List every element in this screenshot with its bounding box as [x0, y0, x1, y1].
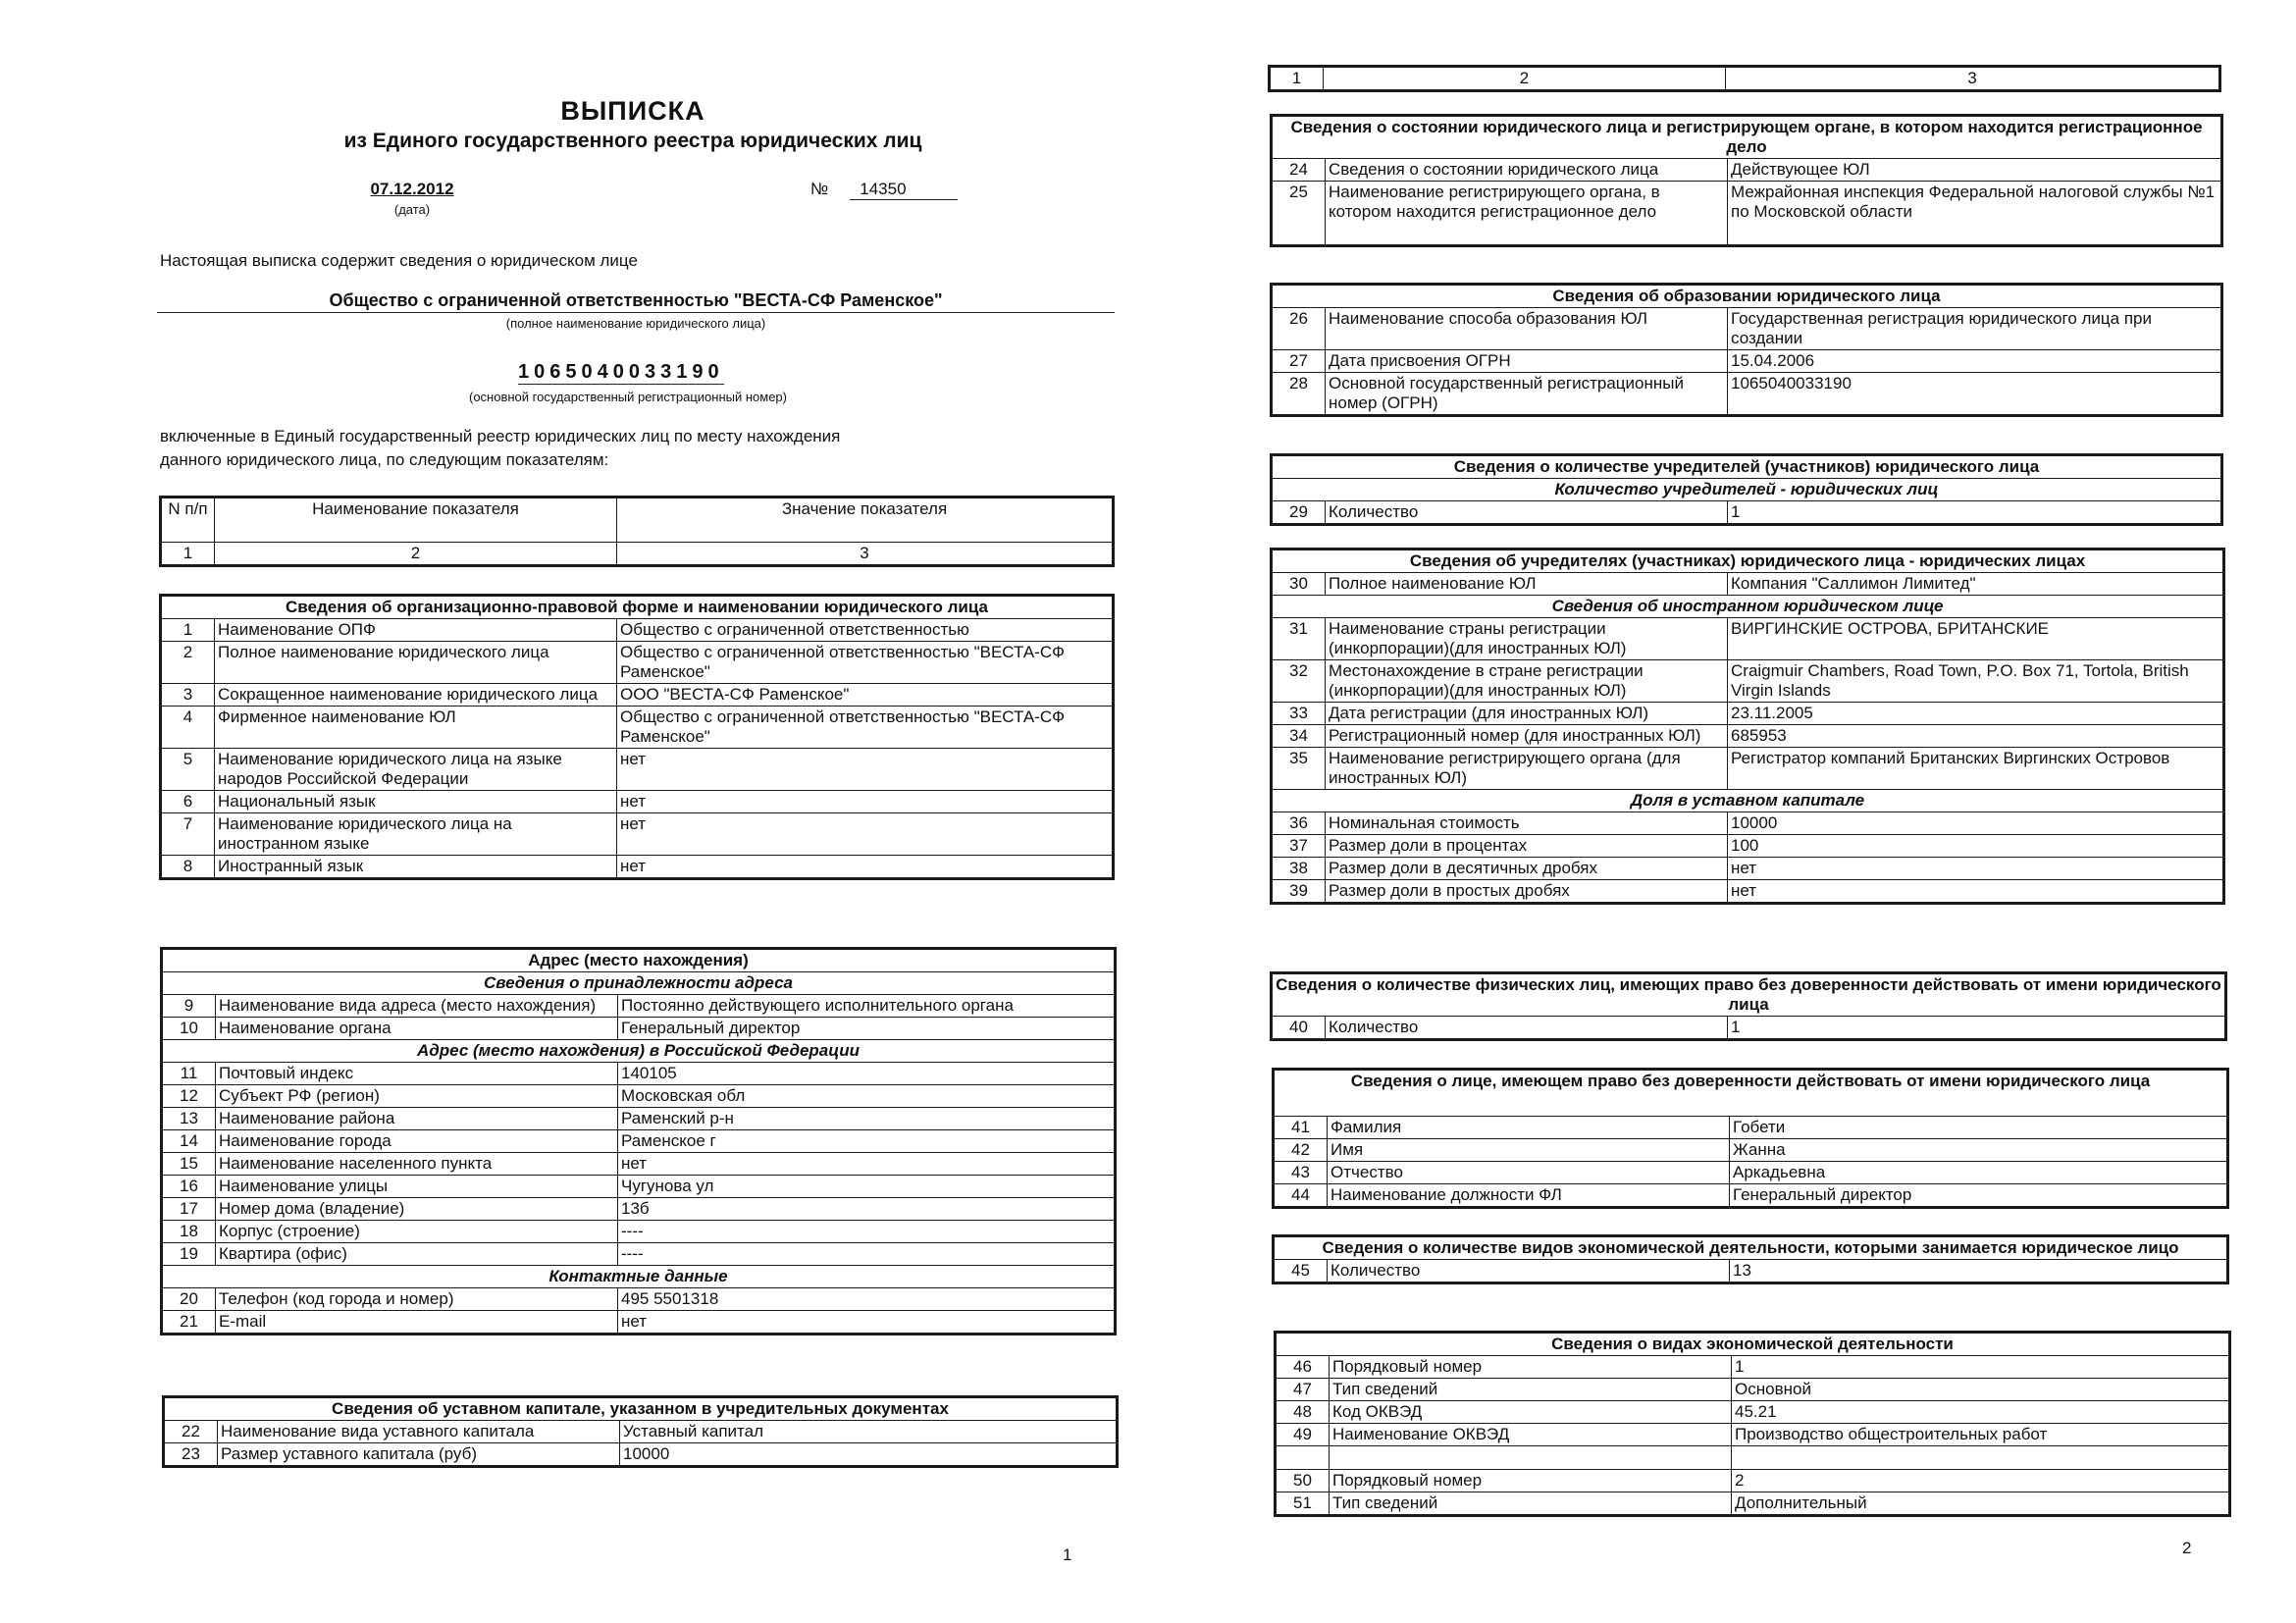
section-title: Сведения о количестве учредителей (участников) юридического лица: [1272, 455, 2222, 479]
header-index-3: 3: [617, 543, 1114, 566]
table-row: 33 Дата регистрации (для иностранных ЮЛ) 23.11.2005: [1272, 703, 2224, 725]
table-row: 37 Размер доли в процентах 100: [1272, 835, 2224, 858]
table-row: 43 Отчество Аркадьевна: [1274, 1162, 2228, 1184]
table-row: 30 Полное наименование ЮЛ Компания "Саллимон Лимитед": [1272, 573, 2224, 596]
col-index-1: 1: [1270, 67, 1324, 91]
table-row: 31 Наименование страны регистрации (инкорпорации)(для иностранных ЮЛ) ВИРГИНСКИЕ ОСТРОВА, БРИТАНСКИЕ: [1272, 618, 2224, 660]
table-row: 8 Иностранный язык нет: [161, 856, 1114, 879]
table-row: 46 Порядковый номер 1: [1276, 1356, 2230, 1379]
table-row: 27 Дата присвоения ОГРН 15.04.2006: [1272, 350, 2222, 373]
table-row: 41 Фамилия Гобети: [1274, 1117, 2228, 1139]
date-caption: (дата): [393, 202, 431, 217]
section-title: Адрес (место нахождения): [162, 949, 1116, 972]
section-title: Сведения об организационно-правовой форме и наименовании юридического лица: [161, 596, 1114, 619]
header-value: Значение показателя: [617, 497, 1114, 543]
table-row: 6 Национальный язык нет: [161, 791, 1114, 813]
table-row: 28 Основной государственный регистрационный номер (ОГРН) 1065040033190: [1272, 373, 2222, 416]
header-index-2: 2: [215, 543, 617, 566]
header-name: Наименование показателя: [215, 497, 617, 543]
section-subtitle: Сведения об иностранном юридическом лице: [1272, 596, 2224, 618]
table-row: 12 Субъект РФ (регион) Московская обл: [162, 1085, 1116, 1108]
date-block: [343, 180, 481, 217]
number-sign: №: [810, 180, 829, 198]
table-row: 32 Местонахождение в стране регистрации (инкорпорации)(для иностранных ЮЛ) Craigmuir Chambers, Road Town, P.O. Box 71, Tortola, British Virgin Islands: [1272, 660, 2224, 703]
table-row: 34 Регистрационный номер (для иностранных ЮЛ) 685953: [1272, 725, 2224, 748]
section-authorized-person: [1272, 1068, 2229, 1209]
table-row: 21 E-mail нет: [162, 1311, 1116, 1335]
table-row: 7 Наименование юридического лица на иностранном языке нет: [161, 813, 1114, 856]
ogrn-number: 1065040033190: [518, 361, 724, 383]
table-row: 26 Наименование способа образования ЮЛ Государственная регистрация юридического лица при создании: [1272, 308, 2222, 350]
table-row: 14 Наименование города Раменское г: [162, 1130, 1116, 1153]
entity-full-name: Общество с ограниченной ответственностью "ВЕСТА-СФ Раменское": [157, 290, 1115, 313]
table-row: 35 Наименование регистрирующего органа (для иностранных ЮЛ) Регистратор компаний Британских Виргинских Островов: [1272, 748, 2224, 790]
table-row: 1 Наименование ОПФ Общество с ограниченной ответственностью: [161, 619, 1114, 642]
table-row: 50 Порядковый номер 2: [1276, 1470, 2230, 1492]
section-formation: [1270, 283, 2223, 417]
section-activities: [1274, 1331, 2231, 1517]
section-address: [160, 947, 1117, 1335]
section-subtitle: Адрес (место нахождения) в Российской Федерации: [162, 1040, 1116, 1063]
table-row: 36 Номинальная стоимость 10000: [1272, 812, 2224, 835]
page-number: 2: [2182, 1539, 2192, 1557]
ogrn-caption: (основной государственный регистрационный номер): [468, 390, 787, 404]
included-text: включенные в Единый государственный реестр юридических лиц по месту нахождения данного юридического лица, по следующим показателям:: [160, 427, 841, 469]
table-row: 16 Наименование улицы Чугунова ул: [162, 1176, 1116, 1198]
extract-date: 07.12.2012: [370, 180, 454, 198]
table-row: 38 Размер доли в десятичных дробях нет: [1272, 858, 2224, 880]
page-2: [1148, 0, 2296, 1623]
section-charter-capital: [162, 1395, 1119, 1468]
table-row: 45 Количество 13: [1274, 1260, 2228, 1283]
table-row: 42 Имя Жанна: [1274, 1139, 2228, 1162]
table-row: 5 Наименование юридического лица на языке народов Российской Федерации нет: [161, 749, 1114, 791]
number-block: [810, 180, 958, 200]
intro-text: Настоящая выписка содержит сведения о юридическом лице: [160, 251, 638, 270]
section-title: Сведения о лице, имеющем право без доверенности действовать от имени юридического лица: [1274, 1070, 2228, 1117]
col-index-2: 2: [1324, 67, 1726, 91]
table-row: 3 Сокращенное наименование юридического лица ООО "ВЕСТА-СФ Раменское": [161, 684, 1114, 707]
section-state: [1270, 114, 2223, 247]
table-row: 51 Тип сведений Дополнительный: [1276, 1492, 2230, 1516]
table-row: 44 Наименование должности ФЛ Генеральный директор: [1274, 1184, 2228, 1208]
section-subtitle: Контактные данные: [162, 1266, 1116, 1288]
extract-number: 14350: [850, 180, 958, 200]
table-row: 25 Наименование регистрирующего органа, в котором находится регистрационное дело Межрайонная инспекция Федеральной налоговой службы №1 по Московской области: [1272, 182, 2222, 246]
table-row: 29 Количество 1: [1272, 501, 2222, 525]
table-row: 22 Наименование вида уставного капитала Уставный капитал: [164, 1421, 1118, 1443]
table-row: 19 Квартира (офис) ----: [162, 1243, 1116, 1266]
section-title: Сведения об уставном капитале, указанном в учредительных документах: [164, 1397, 1118, 1421]
table-row: 49 Наименование ОКВЭД Производство общестроительных работ: [1276, 1424, 2230, 1446]
page-number: 1: [1063, 1545, 1072, 1564]
table-row: 20 Телефон (код города и номер) 495 5501318: [162, 1288, 1116, 1311]
section-title: Сведения об учредителях (участниках) юридического лица - юридических лицах: [1272, 550, 2224, 573]
section-title: Сведения об образовании юридического лица: [1272, 285, 2222, 308]
column-index-table: [1268, 65, 2221, 92]
section-subtitle: Сведения о принадлежности адреса: [162, 972, 1116, 995]
document-subtitle: из Единого государственного реестра юридических лиц: [343, 130, 922, 152]
table-row: 11 Почтовый индекс 140105: [162, 1063, 1116, 1085]
table-row: 13 Наименование района Раменский р-н: [162, 1108, 1116, 1130]
table-row: 9 Наименование вида адреса (место нахождения) Постоянно действующего исполнительного органа: [162, 995, 1116, 1018]
column-header-table: [159, 496, 1115, 567]
table-row: 48 Код ОКВЭД 45.21: [1276, 1401, 2230, 1424]
table-row: 18 Корпус (строение) ----: [162, 1221, 1116, 1243]
section-title: Сведения о количестве видов экономической деятельности, которыми занимается юридическое лицо: [1274, 1236, 2228, 1260]
table-row: 15 Наименование населенного пункта нет: [162, 1153, 1116, 1176]
table-row: 40 Количество 1: [1272, 1017, 2226, 1040]
spacer-row: [1276, 1446, 2230, 1470]
table-row: 17 Номер дома (владение) 13б: [162, 1198, 1116, 1221]
section-title: Сведения о видах экономической деятельности: [1276, 1333, 2230, 1356]
section-founders-count: [1270, 453, 2223, 526]
table-row: 47 Тип сведений Основной: [1276, 1379, 2230, 1401]
section-persons-count: [1270, 971, 2227, 1041]
table-row: 10 Наименование органа Генеральный директор: [162, 1018, 1116, 1040]
section-title: Сведения о состоянии юридического лица и регистрирующем органе, в котором находится регистрационное дело: [1272, 116, 2222, 159]
table-row: 23 Размер уставного капитала (руб) 10000: [164, 1443, 1118, 1467]
table-row: 39 Размер доли в простых дробях нет: [1272, 880, 2224, 904]
section-activities-count: [1272, 1234, 2229, 1284]
table-row: 24 Сведения о состоянии юридического лица Действующее ЮЛ: [1272, 159, 2222, 182]
section-org-form: [159, 594, 1115, 880]
table-row: 4 Фирменное наименование ЮЛ Общество с ограниченной ответственностью "ВЕСТА-СФ Раменское": [161, 707, 1114, 749]
section-subtitle: Доля в уставном капитале: [1272, 790, 2224, 812]
header-n: N п/п: [161, 497, 215, 543]
header-index-1: 1: [161, 543, 215, 566]
section-title: Сведения о количестве физических лиц, имеющих право без доверенности действовать от имени юридического лица: [1272, 973, 2226, 1017]
table-row: 2 Полное наименование юридического лица Общество с ограниченной ответственностью "ВЕСТА-СФ Раменское": [161, 642, 1114, 684]
col-index-3: 3: [1726, 67, 2220, 91]
section-founders: [1270, 548, 2225, 905]
entity-name-caption: (полное наименование юридического лица): [505, 316, 766, 331]
section-subtitle: Количество учредителей - юридических лиц: [1272, 479, 2222, 501]
document-title: ВЫПИСКА: [560, 96, 705, 126]
